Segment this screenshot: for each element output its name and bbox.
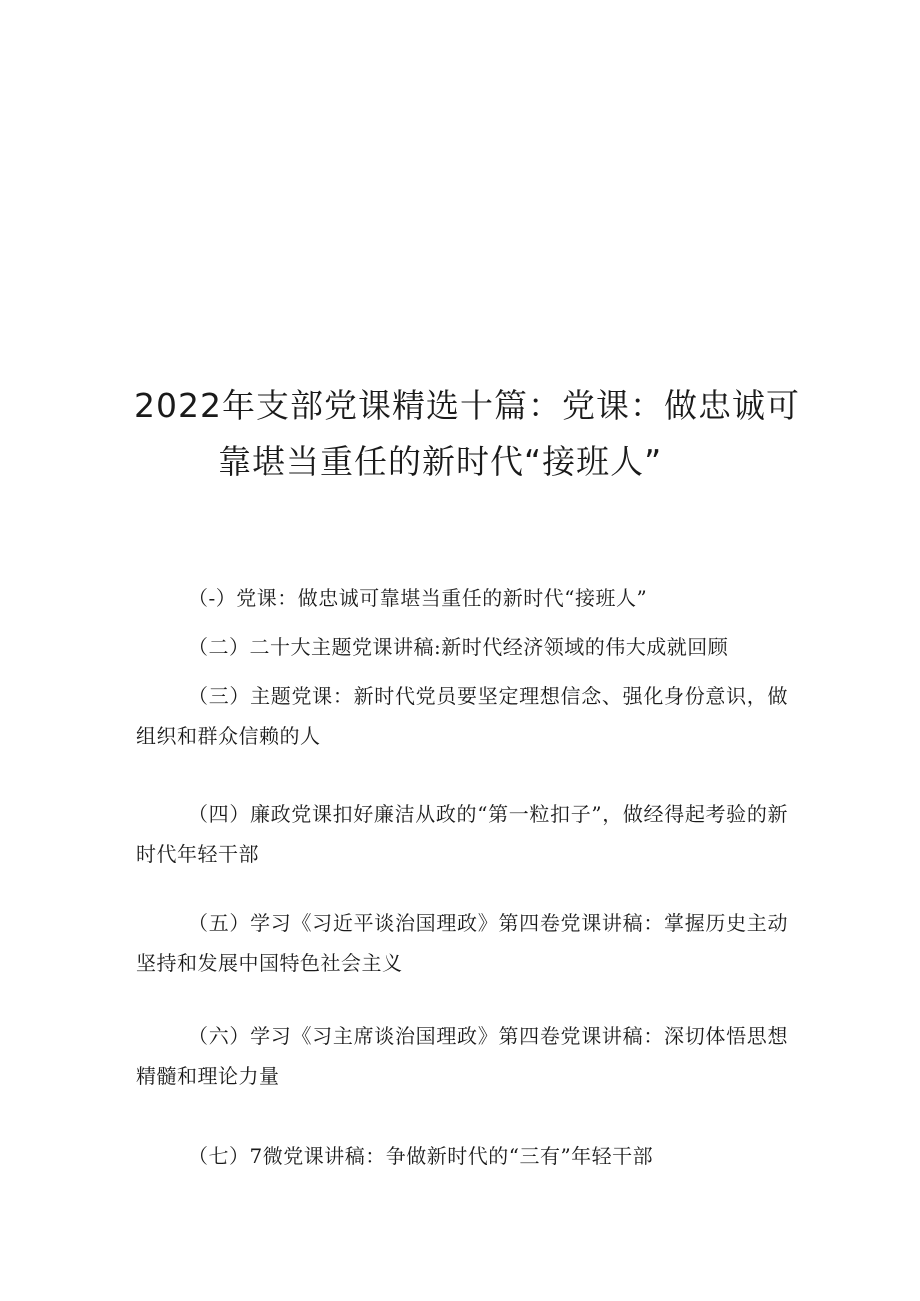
document-title-line-1: 2022年支部党课精选十篇：党课：做忠诚可 xyxy=(134,386,800,425)
toc-item-1: （-）党课：做忠诚可靠堪当重任的新时代“接班人” xyxy=(188,586,648,610)
toc-item-2: （二）二十大主题党课讲稿:新时代经济领域的伟大成就回顾 xyxy=(188,635,729,659)
toc-item-5: （五）学习《习近平谈治国理政》第四卷党课讲稿：掌握历史主动坚持和发展中国特色社会主义 xyxy=(136,911,788,975)
toc-item-3: （三）主题党课：新时代党员要坚定理想信念、强化身份意识，做组织和群众信赖的人 xyxy=(136,684,788,748)
toc-item-7: （七）7微党课讲稿：争做新时代的“三有”年轻干部 xyxy=(188,1144,654,1168)
document-title-line-2: 靠堪当重任的新时代“接班人” xyxy=(218,442,663,481)
toc-item-6: （六）学习《习主席谈治国理政》第四卷党课讲稿：深切体悟思想精髓和理论力量 xyxy=(136,1024,788,1088)
toc-item-4: （四）廉政党课扣好廉洁从政的“第一粒扣子”，做经得起考验的新时代年轻干部 xyxy=(136,802,788,866)
